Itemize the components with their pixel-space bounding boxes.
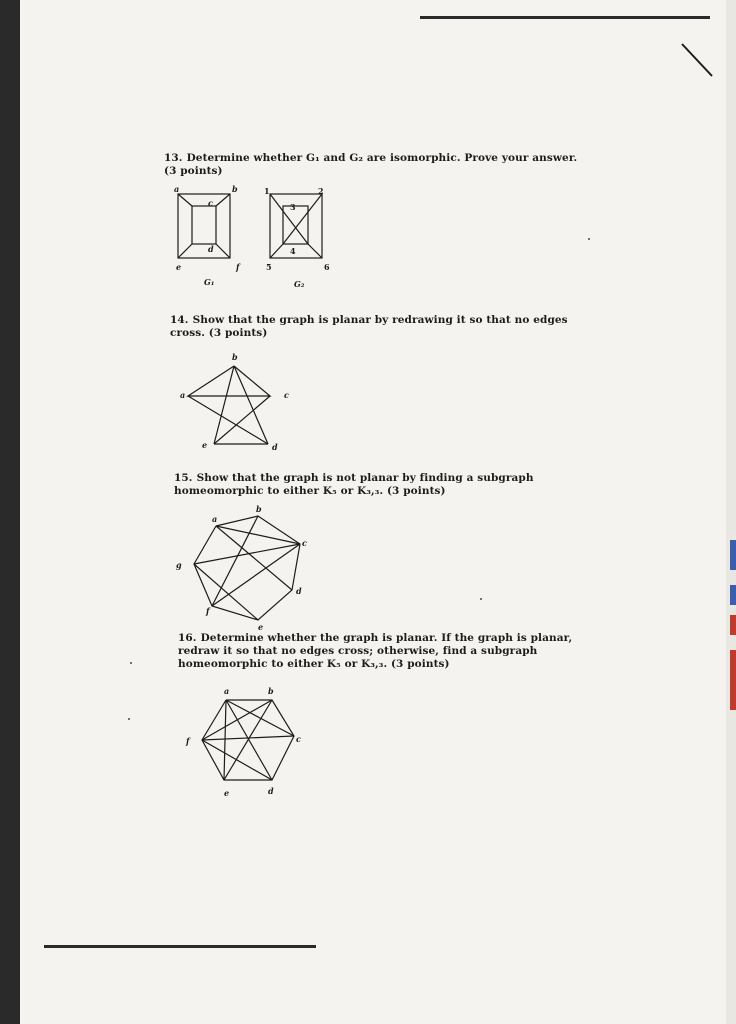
- graphs-g1-g2: [170, 184, 340, 292]
- question-16: [178, 632, 584, 671]
- q15-label-g: g: [176, 560, 182, 570]
- g1-label-b: b: [232, 184, 238, 194]
- top-rule: [420, 16, 710, 19]
- q16-label-f: f: [186, 736, 190, 746]
- question-13: [164, 152, 584, 178]
- q15-label-d: d: [296, 586, 302, 596]
- q14-label-e: e: [202, 440, 208, 450]
- g1-label-e: e: [176, 262, 182, 272]
- question-number: 13.: [164, 152, 183, 164]
- g2-label-4: 4: [290, 246, 296, 256]
- graph-q14: [176, 350, 296, 454]
- g1-label-c: c: [208, 198, 213, 208]
- stray-dot: [128, 718, 130, 720]
- g2-label-5: 5: [266, 262, 272, 272]
- question-text: Show that the graph is not planar by finding a subgraph homeomorphic to either K₅ or K₃,₃. (3 points): [174, 472, 534, 497]
- bottom-rule: [44, 945, 316, 948]
- desk-edge: [726, 0, 736, 1024]
- q14-triangle: [188, 366, 270, 396]
- question-text: Determine whether the graph is planar. If the graph is planar, redraw it so that no edges cross; otherwise, find a subgraph homeomorphic to either K₅ or K₃,₃. (3 points): [178, 632, 573, 670]
- blue-tab: [730, 540, 736, 570]
- g2-label-1: 1: [264, 186, 270, 196]
- question-text: Determine whether G₁ and G₂ are isomorphic. Prove your answer. (3 points): [164, 152, 578, 177]
- q15-label-a: a: [212, 514, 218, 524]
- g1-label-f: f: [236, 262, 240, 272]
- g1-outer-square: [178, 194, 230, 258]
- q16-label-d: d: [268, 786, 274, 796]
- question-number: 15.: [174, 472, 193, 484]
- q15-heptagon: [194, 516, 300, 620]
- stray-dot: [130, 662, 132, 664]
- graph-q15: [172, 502, 322, 632]
- g1-label-a: a: [174, 184, 180, 194]
- question-number: 14.: [170, 314, 189, 326]
- g2-label-2: 2: [318, 186, 324, 196]
- q14-label-d: d: [272, 442, 278, 452]
- q15-label-e: e: [258, 622, 264, 632]
- g2-name: G₂: [294, 279, 305, 289]
- g1-label-d: d: [208, 244, 214, 254]
- q15-label-c: c: [302, 538, 307, 548]
- stray-dot: [588, 238, 590, 240]
- red-tab: [730, 615, 736, 635]
- q14-label-a: a: [180, 390, 186, 400]
- q15-label-b: b: [256, 504, 262, 514]
- q15-label-f: f: [206, 606, 210, 616]
- g2-label-6: 6: [324, 262, 330, 272]
- graph-q16: [184, 684, 314, 796]
- blue-tab: [730, 585, 736, 605]
- g1-name: G₁: [204, 277, 215, 287]
- question-14: [170, 314, 580, 340]
- question-15: [174, 472, 584, 498]
- red-tab: [730, 650, 736, 710]
- question-text: Show that the graph is planar by redrawing it so that no edges cross. (3 points): [170, 314, 568, 339]
- q16-label-b: b: [268, 686, 274, 696]
- q16-label-c: c: [296, 734, 301, 744]
- g2-label-3: 3: [290, 202, 296, 212]
- pen-stroke-mark: [680, 40, 736, 100]
- q14-label-b: b: [232, 352, 238, 362]
- q16-label-e: e: [224, 788, 230, 796]
- g1-inner-square: [192, 206, 216, 244]
- q14-label-c: c: [284, 390, 289, 400]
- q16-label-a: a: [224, 686, 230, 696]
- question-number: 16.: [178, 632, 197, 644]
- stray-dot: [480, 598, 482, 600]
